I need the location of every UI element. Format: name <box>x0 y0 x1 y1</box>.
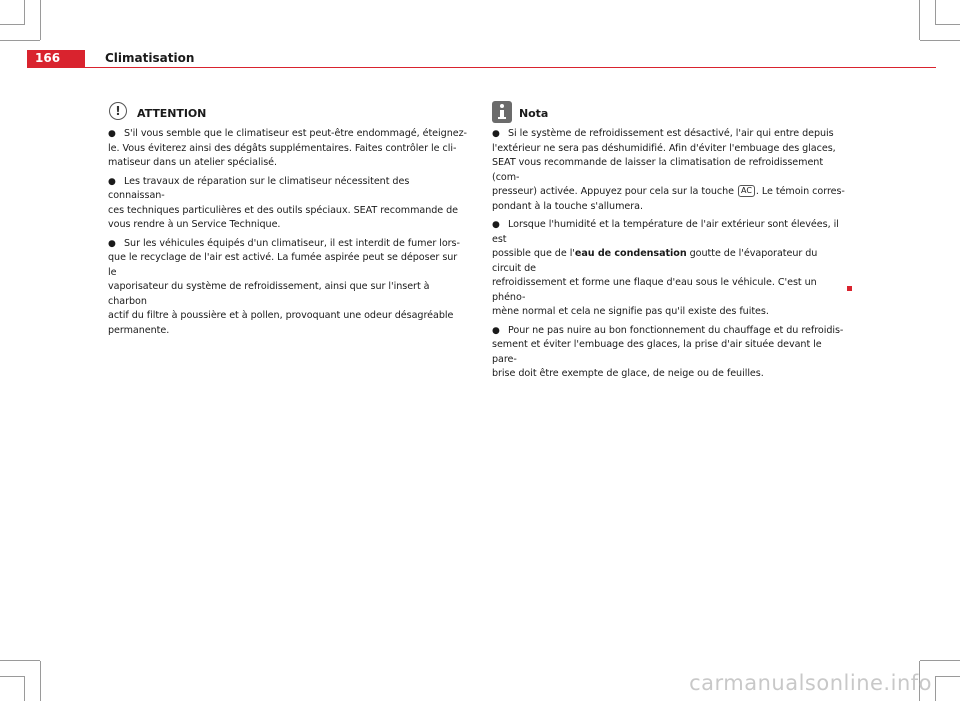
bold-term: eau de condensation <box>574 248 687 259</box>
crop-mark <box>920 40 960 41</box>
text-line: permanente. <box>108 324 170 336</box>
list-item <box>108 127 468 171</box>
text-line: refroidissement et forme une flaque d'eau sous le véhicule. C'est un phéno- <box>492 277 817 303</box>
text-line: . Le témoin corres- <box>755 186 845 197</box>
text-line: que le recyclage de l'air est activé. La fumée aspirée peut se déposer sur le <box>108 252 458 278</box>
attention-heading <box>108 101 468 123</box>
bullet: ● <box>108 129 116 139</box>
crop-mark <box>920 660 960 661</box>
attention-box <box>108 101 468 342</box>
text-line: SEAT vous recommande de laisser la climatisation de refroidissement (com- <box>492 157 824 183</box>
crop-mark <box>0 40 40 41</box>
crop-mark <box>24 0 25 25</box>
text-line: l'extérieur ne sera pas déshumidifié. Afin d'éviter l'embuage des glaces, <box>492 142 836 154</box>
text-line: Si le système de refroidissement est désactivé, l'air qui entre depuis <box>508 128 834 139</box>
text-line: possible que de l' <box>492 248 575 259</box>
text-line: actif du filtre à poussière et à pollen, provoquant une odeur désagréable <box>108 310 454 321</box>
crop-mark <box>0 676 25 677</box>
crop-mark <box>24 676 25 701</box>
text-line: sement et éviter l'embuage des glaces, la prise d'air située devant le pare- <box>492 339 822 365</box>
text-line: vous rendre à un Service Technique. <box>108 219 281 230</box>
nota-title: Nota <box>519 107 549 121</box>
text-line: goutte de l'évaporateur du circuit de <box>492 248 818 274</box>
text-line: pondant à la touche s'allumera. <box>492 200 643 212</box>
list-item <box>108 237 468 339</box>
bullet: ● <box>492 325 500 336</box>
text-line: presseur) activée. Appuyez pour cela sur la touche <box>492 186 738 197</box>
text-line: mène normal et cela ne signifie pas qu'il existe des fuites. <box>492 306 769 317</box>
text-line: Sur les véhicules équipés d'un climatiseur, il est interdit de fumer lors- <box>124 237 460 249</box>
bullet: ● <box>108 238 116 249</box>
crop-mark <box>0 660 40 661</box>
info-icon <box>492 101 512 123</box>
nota-heading <box>492 101 848 123</box>
crop-mark <box>935 676 960 677</box>
exclamation-circle-icon: ! <box>108 101 130 123</box>
list-item <box>492 127 848 214</box>
text-line: S'il vous semble que le climatiseur est peut-être endommagé, éteignez- <box>124 128 467 139</box>
text-line: vaporisateur du système de refroidissement, ainsi que sur l'insert à charbon <box>108 281 430 307</box>
crop-mark <box>935 0 936 25</box>
ac-key-symbol: AC <box>738 185 755 197</box>
bullet: ● <box>492 220 500 230</box>
text-line: Lorsque l'humidité et la température de l'air extérieur sont élevées, il est <box>492 219 839 245</box>
page-title: Climatisation <box>105 51 195 65</box>
bullet: ● <box>492 129 500 139</box>
text-line: matiseur dans un atelier spécialisé. <box>108 157 277 168</box>
watermark: carmanualsonline.info <box>689 671 932 695</box>
section-end-mark <box>847 286 852 291</box>
crop-mark <box>935 24 960 25</box>
text-line: le. Vous éviterez ainsi des dégâts supplémentaires. Faites contrôler le cli- <box>108 142 457 154</box>
nota-box <box>492 101 848 386</box>
crop-mark <box>40 0 41 40</box>
crop-mark <box>935 676 936 701</box>
attention-title: ATTENTION <box>137 107 207 121</box>
crop-mark <box>40 661 41 701</box>
list-item <box>108 175 468 233</box>
header-divider <box>27 67 936 68</box>
crop-mark <box>919 0 920 40</box>
crop-mark <box>0 24 25 25</box>
list-item <box>492 218 848 320</box>
bullet: ● <box>108 176 116 187</box>
text-line: Pour ne pas nuire au bon fonctionnement du chauffage et du refroidis- <box>508 324 844 336</box>
page-number: 166 <box>27 50 85 67</box>
text-line: Les travaux de réparation sur le climatiseur nécessitent des connaissan- <box>108 175 410 201</box>
list-item <box>492 324 848 382</box>
text-line: brise doit être exempte de glace, de neige ou de feuilles. <box>492 368 764 379</box>
text-line: ces techniques particulières et des outils spéciaux. SEAT recommande de <box>108 204 459 216</box>
